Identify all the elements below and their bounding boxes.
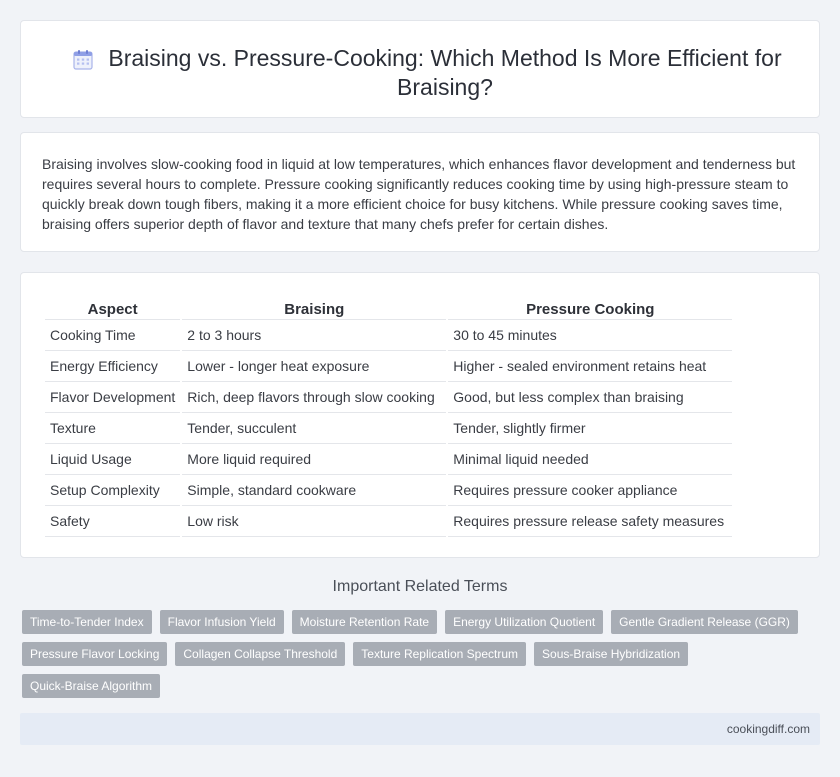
related-term-tag[interactable]: Time-to-Tender Index — [22, 610, 152, 634]
related-term-tag[interactable]: Moisture Retention Rate — [292, 610, 437, 634]
table-cell: Texture — [45, 413, 180, 444]
table-cell: Lower - longer heat exposure — [182, 351, 446, 382]
table-row — [45, 320, 732, 351]
related-term-tag[interactable]: Energy Utilization Quotient — [445, 610, 603, 634]
table-cell: Low risk — [182, 506, 446, 537]
table-cell: Tender, succulent — [182, 413, 446, 444]
page-title: Braising vs. Pressure-Cooking: Which Method Is More Efficient for Braising? — [108, 45, 782, 100]
intro-text: Braising involves slow-cooking food in liquid at low temperatures, which enhances flavor development and tenderness but requires several hours to complete. Pressure cooking significantly reduces cooking time by using high-pressure steam to quickly break down tough fibers, making it a more efficient choice for busy kitchens. While pressure cooking saves time, braising offers superior depth of flavor and texture that many chefs prefer for certain dishes. — [42, 156, 796, 232]
table-cell: 30 to 45 minutes — [448, 320, 732, 351]
table-cell: Cooking Time — [45, 320, 180, 351]
table-row — [45, 475, 732, 506]
footer — [20, 713, 820, 745]
header-aspect: Aspect — [45, 295, 180, 320]
table-cell: Setup Complexity — [45, 475, 180, 506]
table-cell: Rich, deep flavors through slow cooking — [182, 382, 446, 413]
table-row — [45, 506, 732, 537]
table-cell: Energy Efficiency — [45, 351, 180, 382]
intro-card — [20, 132, 820, 252]
table-row — [45, 413, 732, 444]
table-cell: Simple, standard cookware — [182, 475, 446, 506]
table-cell: Safety — [45, 506, 180, 537]
table-cell: More liquid required — [182, 444, 446, 475]
table-header-row — [45, 295, 732, 320]
table-row — [45, 382, 732, 413]
related-term-tag[interactable]: Collagen Collapse Threshold — [175, 642, 345, 666]
title-card — [20, 20, 820, 118]
table-cell: Higher - sealed environment retains heat — [448, 351, 732, 382]
related-term-tag[interactable]: Flavor Infusion Yield — [160, 610, 284, 634]
table-cell: Good, but less complex than braising — [448, 382, 732, 413]
table-cell: Requires pressure cooker appliance — [448, 475, 732, 506]
table-cell: 2 to 3 hours — [182, 320, 446, 351]
related-terms-title: Important Related Terms — [332, 578, 508, 595]
table-cell: Flavor Development — [45, 382, 180, 413]
related-term-tag[interactable]: Quick-Braise Algorithm — [22, 674, 160, 698]
related-term-tag[interactable]: Pressure Flavor Locking — [22, 642, 167, 666]
table-cell: Requires pressure release safety measures — [448, 506, 732, 537]
header-pressure-cooking: Pressure Cooking — [448, 295, 732, 320]
table-row — [45, 444, 732, 475]
related-term-tag[interactable]: Texture Replication Spectrum — [353, 642, 526, 666]
related-term-tag[interactable]: Sous-Braise Hybridization — [534, 642, 688, 666]
table-row — [45, 351, 732, 382]
table-cell: Minimal liquid needed — [448, 444, 732, 475]
comparison-table — [43, 295, 734, 537]
header-braising: Braising — [182, 295, 446, 320]
comparison-table-card — [20, 272, 820, 558]
table-cell: Tender, slightly firmer — [448, 413, 732, 444]
table-cell: Liquid Usage — [45, 444, 180, 475]
related-terms-tags — [22, 610, 812, 698]
related-term-tag[interactable]: Gentle Gradient Release (GGR) — [611, 610, 798, 634]
footer-site-link[interactable]: cookingdiff.com — [726, 722, 810, 736]
